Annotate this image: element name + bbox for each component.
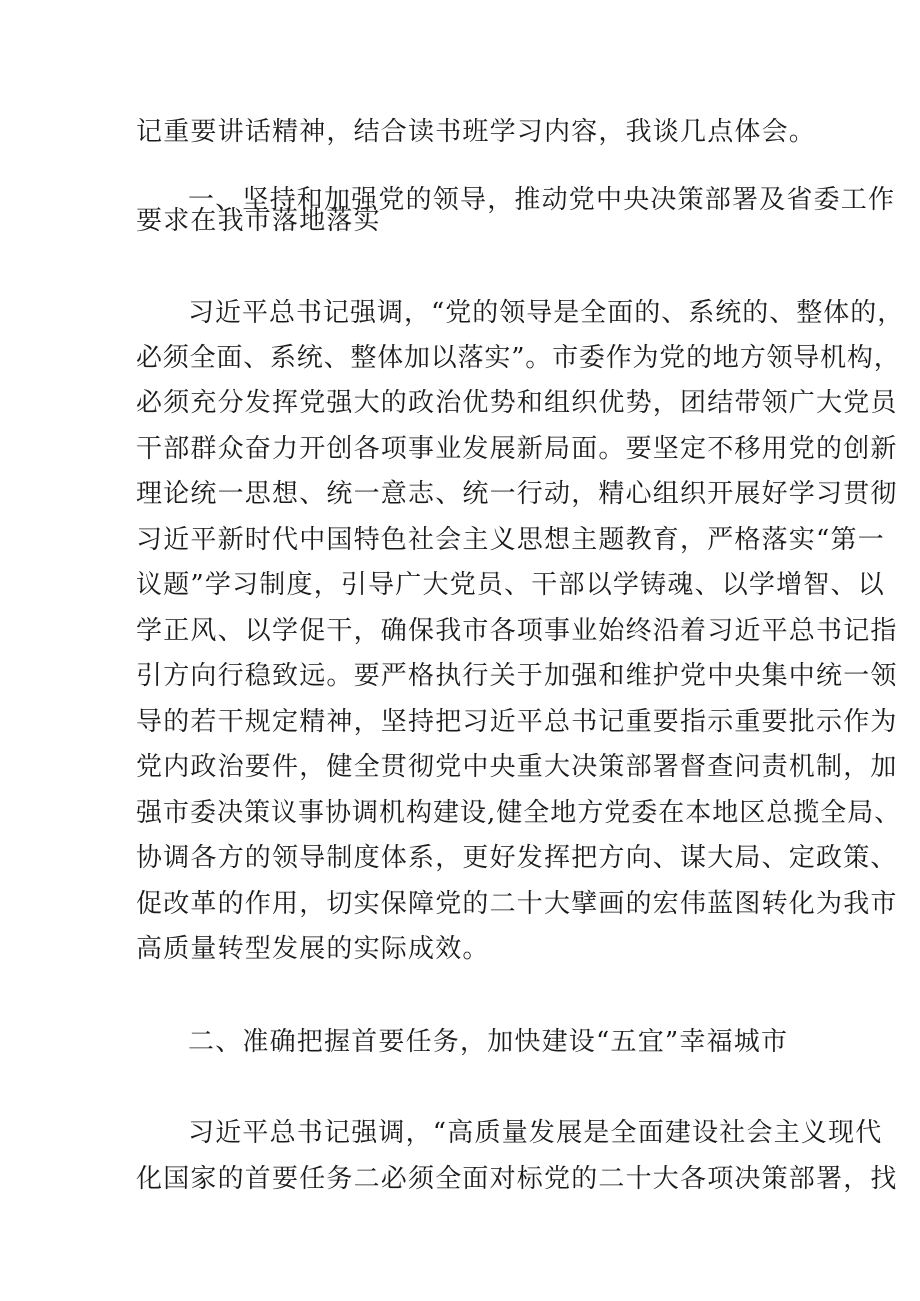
- section1-body-line: 协调各方的领导制度体系，更好发挥把方向、谋大局、定政策、: [136, 843, 898, 873]
- section2-body-line: 化国家的首要任务二必须全面对标党的二十大各项决策部署，找: [136, 1164, 898, 1194]
- section1-body-line: 高质量转型发展的实际成效。: [136, 934, 490, 964]
- intro-line: 记重要讲话精神，结合读书班学习内容，我谈几点体会。: [136, 117, 817, 147]
- section1-body-line: 党内政治要件，健全贯彻党中央重大决策部署督查问责机制，加: [136, 752, 898, 782]
- section1-body-line: 干部群众奋力开创各项事业发展新局面。要坚定不移用党的创新: [136, 434, 898, 464]
- section1-body-line: 议题”学习制度，引导广大党员、干部以学铸魂、以学增智、以: [136, 570, 885, 600]
- section1-body-line: 理论统一思想、统一意志、统一行动，精心组织开展好学习贯彻: [136, 479, 898, 509]
- section1-body-line: 习近平新时代中国特色社会主义思想主题教育，严格落实“第一: [136, 525, 885, 555]
- section1-body-line: 引方向行稳致远。要严格执行关于加强和维护党中央集中统一领: [136, 661, 898, 691]
- section1-body-line: 学正风、以学促干，确保我市各项事业始终沿着习近平总书记指: [136, 616, 898, 646]
- section1-body-line: 必须全面、系统、整体加以落实”。市委作为党的地方领导机构，: [136, 343, 901, 373]
- section1-heading-line: 要求在我市落地落实: [136, 206, 381, 236]
- section2-body-line: 习近平总书记强调，“高质量发展是全面建设社会主义现代: [188, 1118, 883, 1148]
- section1-body-line: 强市委决策议事协调机构建设,健全地方党委在本地区总揽全局、: [136, 798, 902, 828]
- section1-body-line: 促改革的作用，切实保障党的二十大擘画的宏伟蓝图转化为我市: [136, 889, 898, 919]
- section1-body-line: 习近平总书记强调，“党的领导是全面的、系统的、整体的，: [188, 298, 905, 328]
- section1-body-line: 导的若干规定精神，坚持把习近平总书记重要指示重要批示作为: [136, 707, 898, 737]
- section1-heading-line: 一、坚持和加强党的领导，推动党中央决策部署及省委工作: [188, 185, 896, 215]
- section2-heading-line: 二、准确把握首要任务，加快建设“五宜”幸福城市: [188, 1027, 789, 1057]
- section1-body-line: 必须充分发挥党强大的政治优势和组织优势，团结带领广大党员: [136, 388, 898, 418]
